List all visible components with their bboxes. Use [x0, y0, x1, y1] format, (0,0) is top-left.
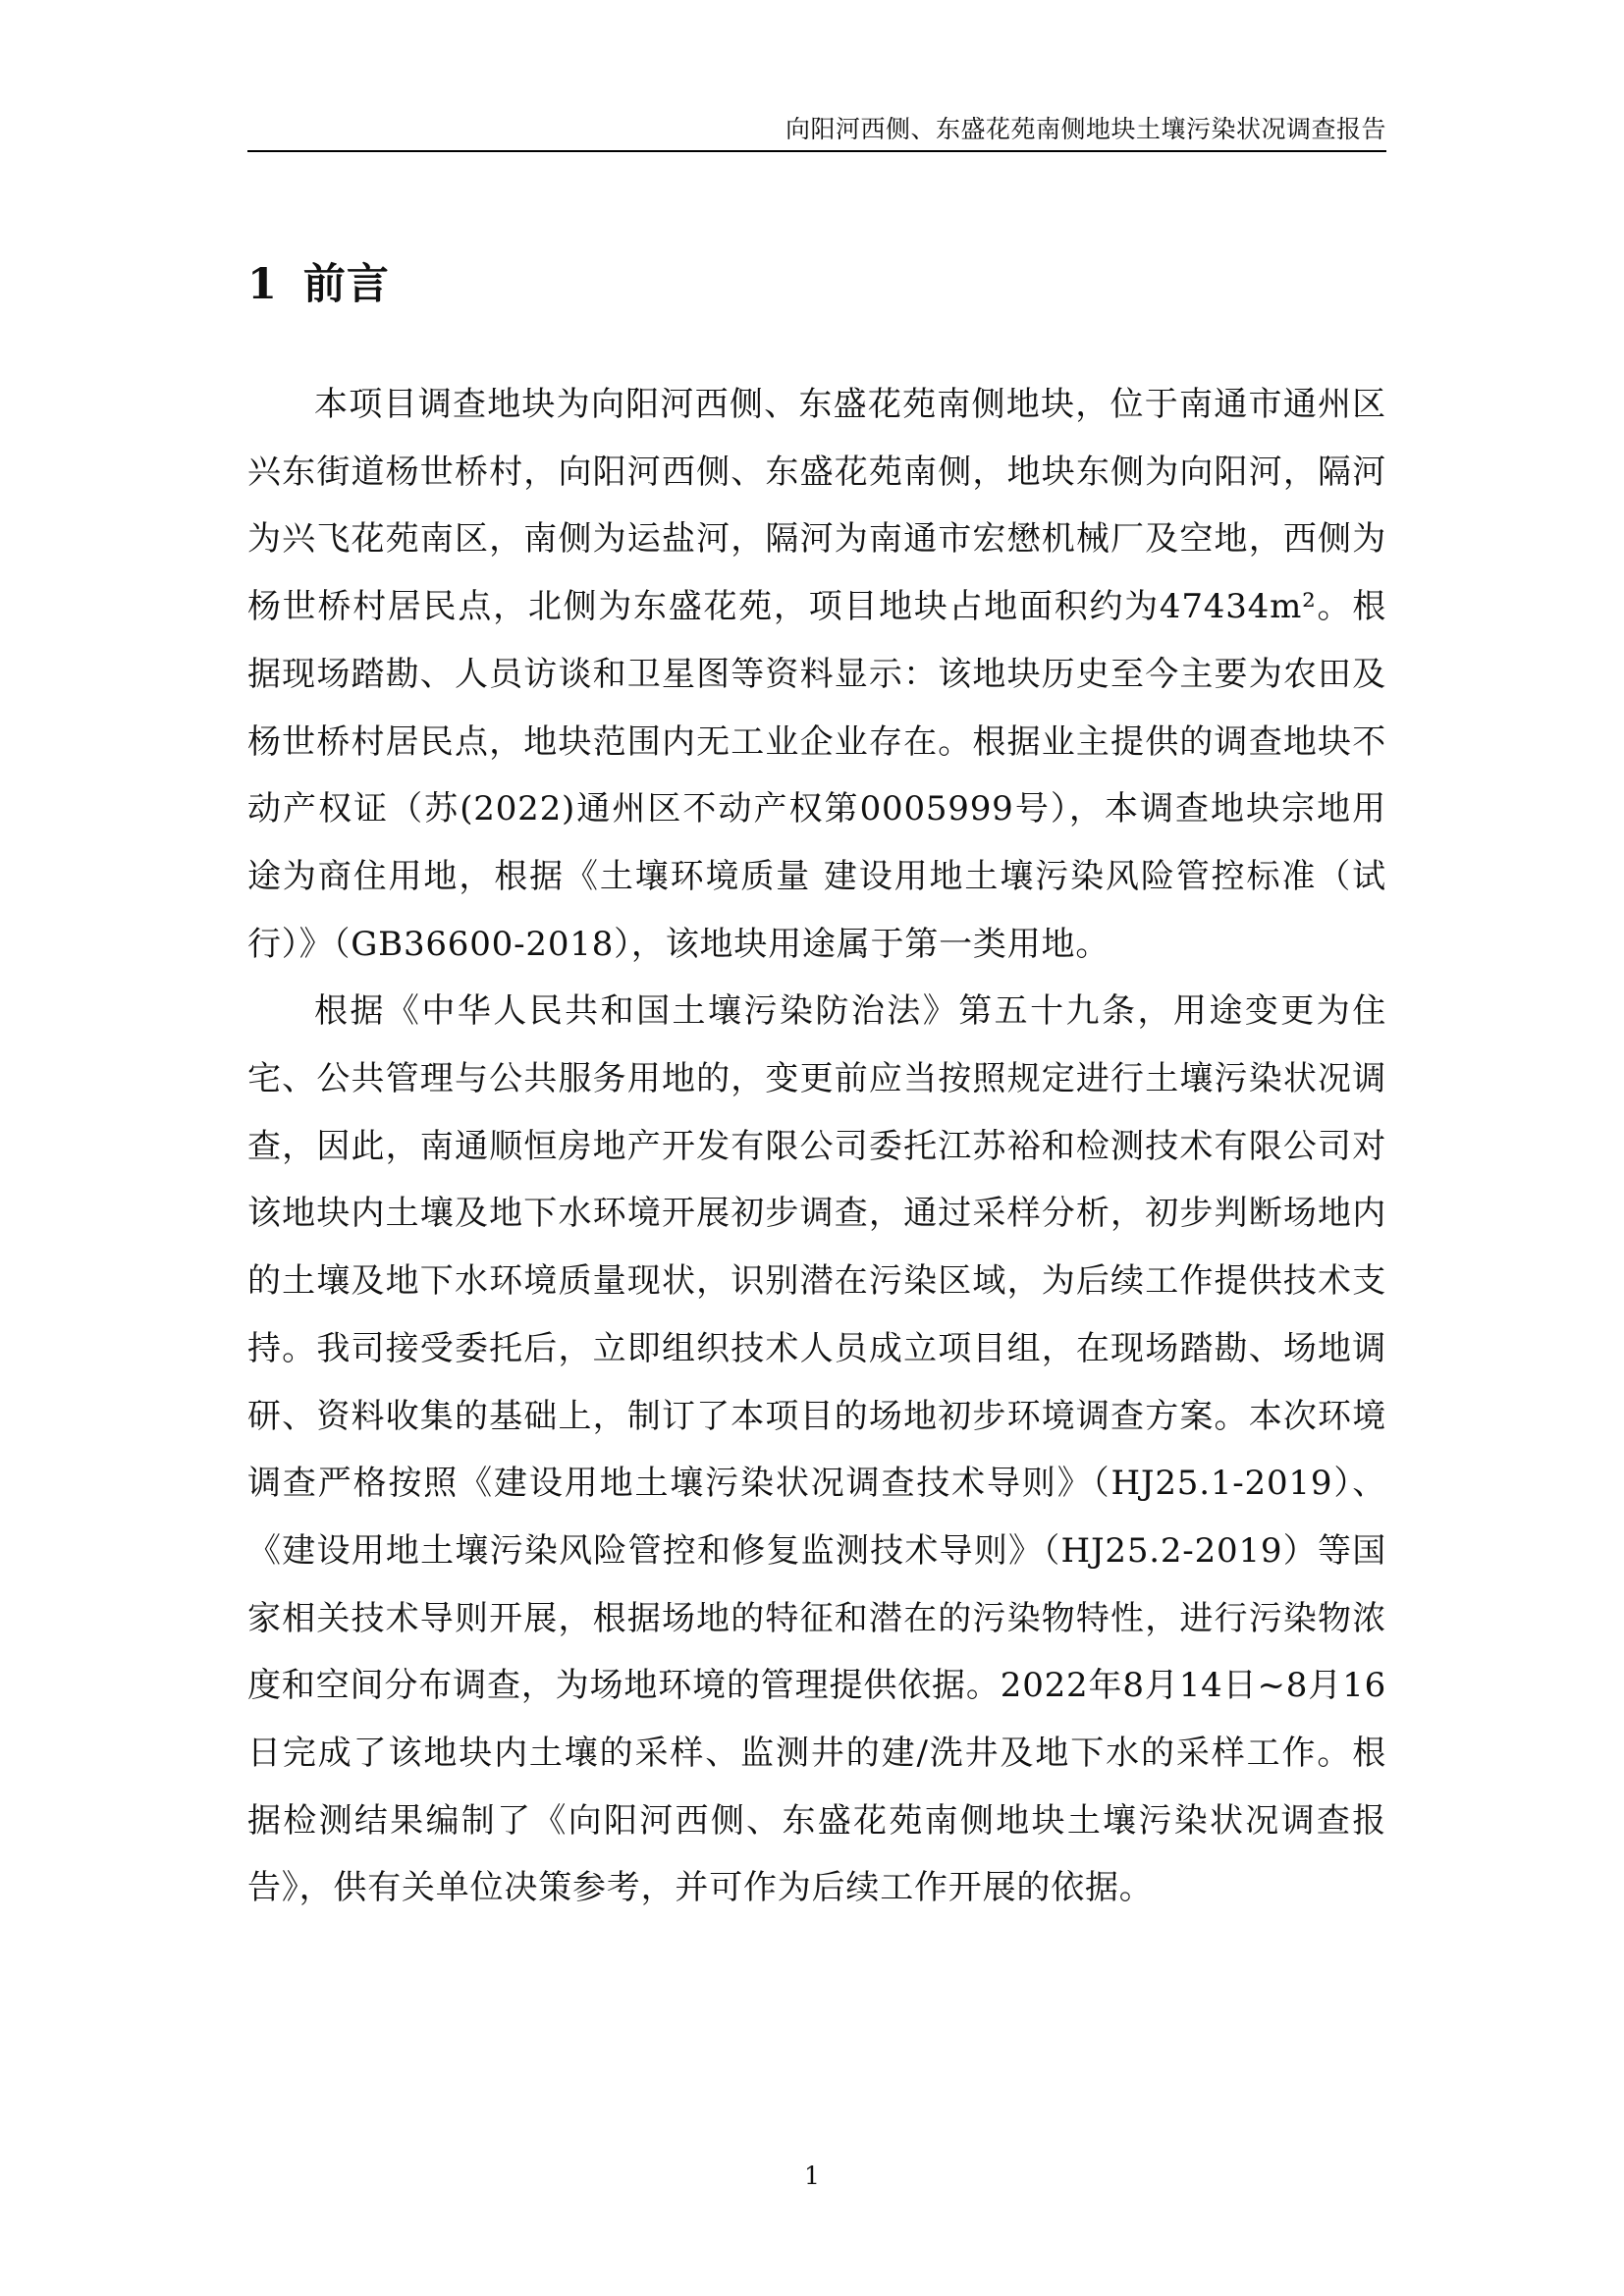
- header-rule: [247, 150, 1386, 152]
- section-heading: [247, 257, 390, 312]
- section-title: 前言: [302, 260, 390, 309]
- body-text: [247, 371, 1386, 1922]
- running-header: 向阳河西侧、东盛花苑南侧地块土壤污染状况调查报告: [785, 115, 1386, 143]
- section-number: 1: [247, 260, 278, 309]
- paragraph-investigation-basis: 根据《中华人民共和国土壤污染防治法》第五十九条，用途变更为住宅、公共管理与公共服务用地的，变更前应当按照规定进行土壤污染状况调查，因此，南通顺恒房地产开发有限公司委托江苏裕和检测技术有限公司对该地块内土壤及地下水环境开展初步调查，通过采样分析，初步判断场地内的土壤及地下水环境质量现状，识别潜在污染区域，为后续工作提供技术支持。我司接受委托后，立即组织技术人员成立项目组，在现场踏勘、场地调研、资料收集的基础上，制订了本项目的场地初步环境调查方案。本次环境调查严格按照《建设用地土壤污染状况调查技术导则》（HJ25.1-2019）、《建设用地土壤污染风险管控和修复监测技术导则》（HJ25.2-2019）等国家相关技术导则开展，根据场地的特征和潜在的污染物特性，进行污染物浓度和空间分布调查，为场地环境的管理提供依据。2022年8月14日~8月16日完成了该地块内土壤的采样、监测井的建/洗井及地下水的采样工作。根据检测结果编制了《向阳河西侧、东盛花苑南侧地块土壤污染状况调查报告》，供有关单位决策参考，并可作为后续工作开展的依据。: [247, 991, 1386, 1908]
- page-number: 1: [804, 2162, 820, 2190]
- paragraph-project-overview: 本项目调查地块为向阳河西侧、东盛花苑南侧地块，位于南通市通州区兴东街道杨世桥村，向阳河西侧、东盛花苑南侧，地块东侧为向阳河，隔河为兴飞花苑南区，南侧为运盐河，隔河为南通市宏懋机械厂及空地，西侧为杨世桥村居民点，北侧为东盛花苑，项目地块占地面积约为47434m²。根据现场踏勘、人员访谈和卫星图等资料显示：该地块历史至今主要为农田及杨世桥村居民点，地块范围内无工业企业存在。根据业主提供的调查地块不动产权证（苏(2022)通州区不动产权第0005999号），本调查地块宗地用途为商住用地，根据《土壤环境质量 建设用地土壤污染风险管控标准（试行）》（GB36600-2018），该地块用途属于第一类用地。: [247, 385, 1386, 964]
